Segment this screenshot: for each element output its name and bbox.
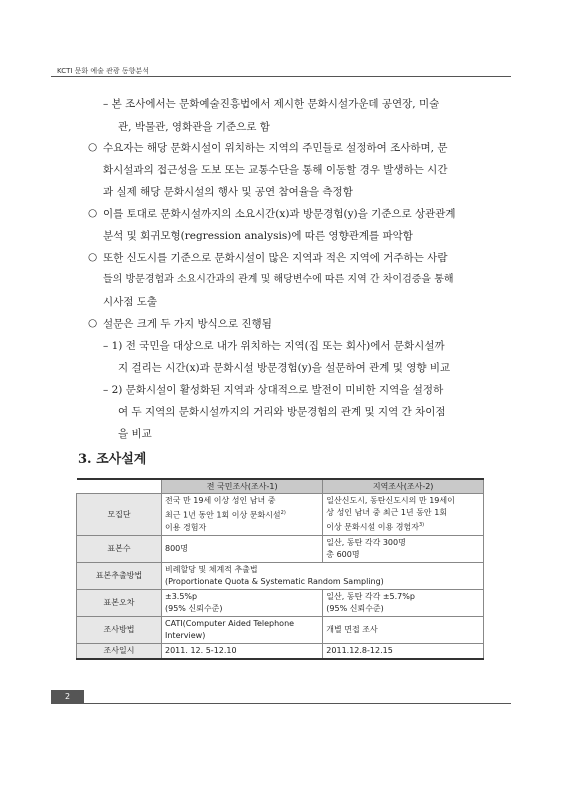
header-rule — [51, 76, 511, 77]
paragraph-1-line-2: 화시설과의 접근성을 도보 또는 교통수단을 통해 이동할 경우 발생하는 시간 — [103, 164, 448, 176]
paragraph-3-line-2: 들의 방문경험과 소요시간과의 관계 및 해당변수에 따른 지역 간 차이검증을 통해 — [103, 274, 454, 285]
cell-text: (95% 신뢰수준) — [165, 603, 223, 613]
table-row — [77, 643, 484, 659]
cell-text: (95% 신뢰수준) — [326, 603, 384, 613]
row-label-sampling: 표본추출방법 — [77, 562, 162, 589]
table-row — [77, 616, 484, 643]
cell-text: CATI(Computer Aided Telephone — [165, 618, 295, 628]
dash-item-1-line-2: 관, 박물관, 영화관을 기준으로 함 — [118, 121, 270, 133]
cell-text: 일산, 동탄 각각 300명 — [326, 537, 406, 547]
cell-method-national — [162, 616, 323, 643]
cell-text: 일산신도시, 동탄신도시의 만 19세이 — [326, 496, 455, 505]
table-row — [77, 589, 484, 616]
cell-text: 비례할당 및 체계적 추출법 — [165, 564, 258, 574]
cell-error-regional — [323, 589, 484, 616]
paragraph-1-line-1: 수요자는 해당 문화시설이 위치하는 지역의 주민들로 설정하여 조사하며, 문 — [103, 142, 448, 154]
dash-item-3-line-2: 여 두 지역의 문화시설까지의 거리와 방문경험의 관계 및 지역 간 차이점 — [118, 406, 446, 418]
row-label-population: 모집단 — [77, 494, 162, 536]
table-header-row — [77, 479, 484, 494]
cell-text: 이상 문화시설 이용 경험자 — [326, 522, 419, 532]
cell-text: 총 600명 — [326, 549, 360, 559]
circle-bullet-icon: ○ — [88, 317, 98, 329]
cell-text: (Proportionate Quota & Systematic Random Sampling) — [165, 576, 384, 586]
section-title: 3. 조사설계 — [78, 452, 147, 467]
footer-rule — [84, 703, 511, 704]
circle-bullet-icon: ○ — [88, 251, 98, 263]
cell-date-regional: 2011.12.8-12.15 — [323, 643, 484, 659]
table-row — [77, 562, 484, 589]
page-number-badge: 2 — [51, 690, 84, 704]
dash-item-3-line-1: – 2) 문화시설이 활성화된 지역과 상대적으로 발전이 미비한 지역을 설정하 — [103, 384, 444, 396]
dash-item-3-line-3: 을 비교 — [118, 428, 152, 440]
survey-design-table — [76, 478, 484, 660]
cell-sample-size-national: 800명 — [162, 535, 323, 562]
paragraph-2-line-1: 이를 토대로 문화시설까지의 소요시간(x)과 방문경험(y)을 기준으로 상관관계 — [103, 208, 456, 220]
cell-sampling — [162, 562, 484, 589]
cell-population-national — [162, 494, 323, 536]
dash-item-2-line-1: – 1) 전 국민을 대상으로 내가 위치하는 지역(집 또는 회사)에서 문화시설까 — [103, 340, 445, 352]
paragraph-3-line-1: 또한 신도시를 기준으로 문화시설이 많은 지역과 적은 지역에 거주하는 사람 — [103, 252, 448, 264]
cell-text: 일산, 동탄 각각 ±5.7%p — [326, 591, 415, 601]
row-label-error: 표본오차 — [77, 589, 162, 616]
cell-text: 전국 만 19세 이상 성인 남녀 중 — [165, 496, 276, 505]
footnote-marker: 3) — [418, 522, 425, 528]
running-header: KCTI 문화 예술 관광 동향분석 — [57, 67, 149, 75]
circle-bullet-icon: ○ — [88, 207, 98, 219]
circle-bullet-icon: ○ — [88, 141, 98, 153]
cell-error-national — [162, 589, 323, 616]
cell-text: 이용 경험자 — [165, 522, 207, 532]
cell-text — [165, 507, 319, 522]
paragraph-1-line-3: 과 실제 해당 문화시설의 행사 및 공연 참여율을 측정함 — [103, 186, 353, 198]
row-label-sample-size: 표본수 — [77, 535, 162, 562]
cell-text: Interview) — [165, 630, 206, 640]
table-row — [77, 494, 484, 536]
cell-population-regional — [323, 494, 484, 536]
column-header-regional: 지역조사(조사-2) — [323, 479, 484, 494]
row-label-method: 조사방법 — [77, 616, 162, 643]
cell-sample-size-regional — [323, 535, 484, 562]
cell-text — [326, 519, 480, 534]
cell-text: ±3.5%p — [165, 591, 198, 601]
table-row — [77, 535, 484, 562]
dash-item-2-line-2: 지 걸리는 시간(x)과 문화시설 방문경험(y)을 설문하여 관계 및 영향 비교 — [118, 362, 451, 374]
row-label-date: 조사일시 — [77, 643, 162, 659]
cell-date-national: 2011. 12. 5-12.10 — [162, 643, 323, 659]
cell-text: 상 성인 남녀 중 최근 1년 동안 1회 — [326, 508, 448, 517]
paragraph-2-line-2: 분석 및 회귀모형(regression analysis)에 따른 영향관계를 파악함 — [103, 230, 413, 242]
column-header-national: 전 국민조사(조사-1) — [162, 479, 323, 494]
paragraph-4-line-1: 설문은 크게 두 가지 방식으로 진행됨 — [103, 318, 272, 330]
footnote-marker: 2) — [280, 510, 286, 516]
dash-item-1-line-1: – 본 조사에서는 문화예술진흥법에서 제시한 문화시설가운데 공연장, 미술 — [103, 98, 440, 110]
cell-text: 최근 1년 동안 1회 이상 문화시설 — [165, 510, 281, 520]
cell-method-regional: 개별 면접 조사 — [323, 616, 484, 643]
paragraph-3-line-3: 시사점 도출 — [103, 296, 158, 308]
table-corner-cell — [77, 479, 162, 494]
